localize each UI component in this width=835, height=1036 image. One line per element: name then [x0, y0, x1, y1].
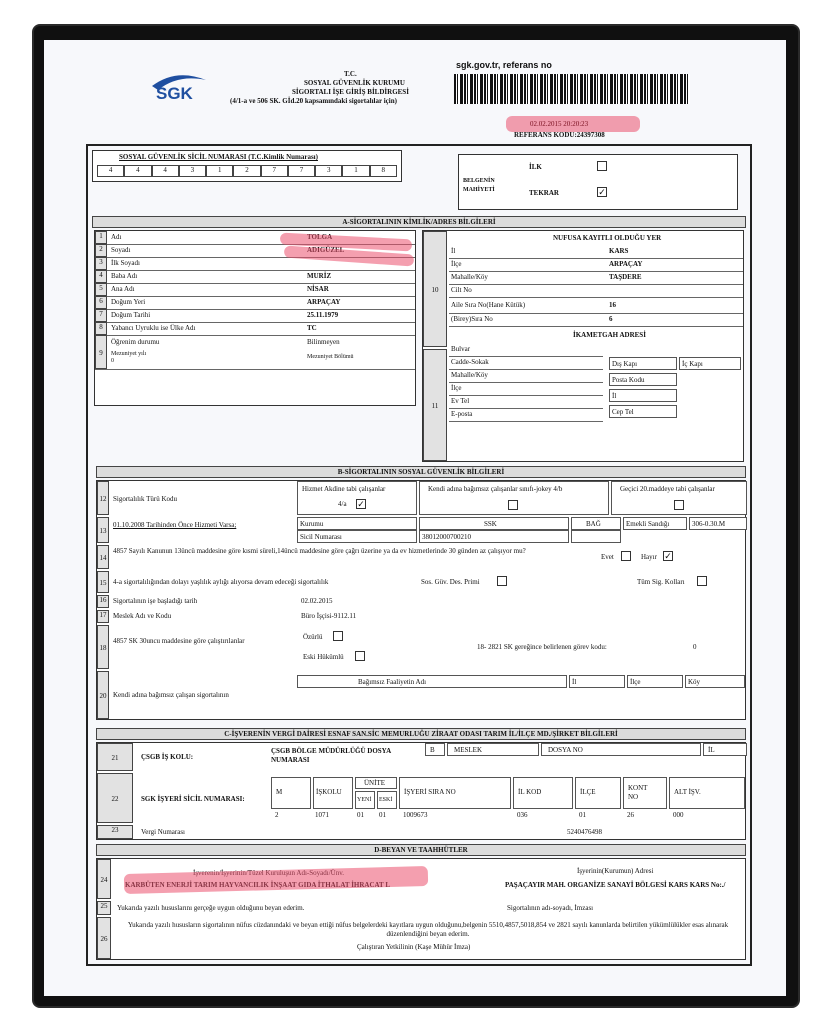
- sgk-logo: [148, 70, 208, 110]
- field-label: İlçe: [451, 260, 462, 268]
- field-value: 5240476498: [567, 828, 602, 836]
- field-label: Soyadı: [111, 246, 131, 254]
- row-number: 9: [95, 335, 107, 369]
- gecici-20-checkbox[interactable]: [674, 500, 684, 510]
- field-label: 4857 Sayılı Kanunun 13üncü maddesine göre kısmi süreli,14üncü maddesine göre çağrı üzerine ya da ev hizmetlerinde 30 günden az çalışıyor mu?: [113, 547, 526, 555]
- employer-address: PAŞAÇAYIR MAH. ORGANİZE SANAYİ BÖLGESİ KARS KARS No:./: [505, 881, 726, 889]
- field-label: ÜNİTE: [364, 779, 385, 787]
- nufus-title: NUFUSA KAYITLI OLDUĞU YER: [553, 234, 662, 242]
- field-value: 01: [357, 811, 364, 819]
- header-form-title: SİGORTALI İŞE GİRİŞ BİLDİRGESİ: [292, 88, 409, 96]
- row-number: 18: [97, 625, 109, 669]
- field-label: Köy: [688, 678, 701, 686]
- field-label: Mahalle/Köy: [451, 273, 488, 281]
- reference-code: REFERANS KODU:24397308: [514, 131, 605, 139]
- field-label: Cep Tel: [612, 408, 634, 416]
- field-label: Öğrenim durumu: [111, 338, 160, 346]
- sicil-digits: [97, 165, 397, 177]
- bagimsiz-checkbox[interactable]: [508, 500, 518, 510]
- belge-tekrar-checkbox[interactable]: ✓: [598, 187, 606, 197]
- field-label: Kurumu: [300, 520, 324, 528]
- field-label: Kendi adına bağımsız çalışan sigortalının: [113, 691, 229, 699]
- belge-ilk-label: İLK: [529, 163, 542, 171]
- field-label: Çalıştıran Yetkilinin (Kaşe Mühür İmza): [357, 943, 471, 951]
- field-value: Bilinmeyen: [307, 338, 340, 346]
- field-label: Tüm Sig. Kolları: [637, 578, 685, 586]
- field-label: Sigortalının adı-soyadı, İmzası: [507, 904, 594, 912]
- field-label: YENİ: [357, 797, 372, 803]
- field-value: TC: [307, 324, 317, 332]
- field-label: İlçe: [630, 678, 641, 686]
- field-label: 18- 2821 SK gereğince belirlenen görev kodu:: [477, 643, 607, 651]
- field-value: 26: [627, 811, 634, 819]
- field-label: Yabancı Uyruklu ise Ülke Adı: [111, 324, 196, 332]
- row-number: 1: [95, 231, 107, 244]
- header-institution: SOSYAL GÜVENLİK KURUMU: [304, 79, 405, 87]
- field-label: İlk Soyadı: [111, 259, 140, 267]
- field-value: 01: [579, 811, 586, 819]
- document-page: [44, 40, 786, 996]
- row-number: 12: [97, 481, 109, 515]
- field-label: Yukarıda yazılı hususlarını gerçeğe uygun olduğunu beyan ederim.: [117, 904, 305, 912]
- field-label: 4/a: [338, 500, 347, 508]
- section-c-title: C-İŞVERENİN VERGİ DAİRESİ ESNAF SAN.SİC MEMURLUĞU ZİRAAT ODASI TARIM İL/İLÇE MD./ŞİRKET BİLGİLERİ: [96, 728, 746, 740]
- row-number: 24: [97, 859, 111, 899]
- field-label: Mezuniyet Bölümü: [307, 354, 354, 360]
- field-label: KONT NO: [628, 784, 648, 801]
- sicil-digit: 8: [370, 165, 397, 177]
- row-number: 23: [97, 825, 133, 839]
- sicil-digit: 3: [315, 165, 342, 177]
- field-value: 000: [673, 811, 684, 819]
- belge-label: BELGENİN MAHİYETİ: [463, 178, 495, 193]
- field-value: 6: [609, 315, 613, 323]
- field-value: 1071: [315, 811, 329, 819]
- row-number: 4: [95, 270, 107, 283]
- field-label: ALT İŞV.: [674, 788, 701, 796]
- field-label: Sigortalılık Türü Kodu: [113, 495, 178, 503]
- row-number: 11: [423, 349, 447, 461]
- field-value: NİSAR: [307, 285, 329, 293]
- belge-mahiyeti-box: [458, 154, 738, 210]
- row-number: 10: [423, 231, 447, 347]
- field-label: MESLEK: [454, 746, 482, 754]
- field-value: 02.02.2015: [301, 597, 333, 605]
- field-label: Doğum Yeri: [111, 298, 146, 306]
- field-label: SSK: [484, 520, 497, 528]
- eski-hukumlu-checkbox[interactable]: [355, 651, 365, 661]
- field-label: Adı: [111, 233, 122, 241]
- field-label: İŞYERİ SIRA NO: [404, 788, 456, 796]
- field-value: 1009673: [403, 811, 428, 819]
- field-value: TAŞDERE: [609, 273, 642, 281]
- field-label: 01.10.2008 Tarihinden Önce Hizmeti Varsa;: [113, 521, 237, 529]
- field-value: 306-0.30.M: [692, 520, 726, 528]
- field-label: Ana Adı: [111, 285, 135, 293]
- field-label: ÇSGB İŞ KOLU:: [141, 753, 194, 761]
- field-label: Sos. Güv. Des. Primi: [421, 578, 480, 586]
- field-label: Eski Hükümlü: [303, 653, 344, 661]
- field-label: İŞKOLU: [316, 788, 342, 796]
- field-label: E-posta: [451, 410, 473, 418]
- field-label: Sigortalının işe başladığı tarih: [113, 597, 198, 605]
- row-number: 8: [95, 322, 107, 335]
- row-number: 26: [97, 917, 111, 959]
- header-tc: T.C.: [344, 70, 357, 78]
- row-number: 2: [95, 244, 107, 257]
- section-a-right: [422, 230, 744, 462]
- row-number: 3: [95, 257, 107, 270]
- sicil-digit: 1: [206, 165, 233, 177]
- field-label: Hayır: [641, 553, 657, 561]
- field-value: Büro İşçisi-9112.11: [301, 612, 357, 620]
- field-value: 0: [693, 643, 697, 651]
- ikamet-title: İKAMETGAH ADRESİ: [573, 331, 646, 339]
- field-label: Yukarıda yazılı hususların sigortalının nüfus cüzdanındaki ve beyan ettiği nüfus belgelerdeki kayıtlara uygun olduğunu,belgenin 5510,4857,5018,854 ve 2821 sayılı kanunlarda belirtilen yükümlülükler esas alınarak düzenlendiğini beyan ederim.: [127, 921, 729, 938]
- field-value: KARS: [609, 247, 629, 255]
- field-label: Bağımsız Faaliyetin Adı: [358, 678, 427, 686]
- field-label: İl: [451, 247, 456, 255]
- field-label: 4-a sigortalılığından dolayı yaşlılık aylığı alıyorsa devam edeceği sigortalılık: [113, 578, 329, 586]
- field-label: İL: [708, 746, 715, 754]
- field-label: B: [430, 746, 435, 754]
- row-number: 17: [97, 610, 109, 623]
- field-value: MURİZ: [307, 272, 332, 280]
- field-label: ÇSGB BÖLGE MÜDÜRLÜĞÜ DOSYA NUMARASI: [271, 747, 391, 764]
- sgk-logo-text: SGK: [156, 84, 193, 103]
- field-label: Doğum Tarihi: [111, 311, 151, 319]
- row-number: 6: [95, 296, 107, 309]
- row-number: 25: [97, 901, 111, 915]
- row-number: 22: [97, 773, 133, 823]
- field-label: Kendi adına bağımsız çalışanlar sınıfı-jokey 4/b: [428, 485, 563, 493]
- hayir-checkbox[interactable]: ✓: [664, 551, 672, 561]
- field-label: İL KOD: [518, 788, 542, 796]
- sicil-digit: 3: [179, 165, 206, 177]
- field-label: Mezuniyet yılı: [111, 351, 147, 357]
- field-label: Cadde-Sokak: [451, 358, 489, 366]
- field-label: Emekli Sandığı: [626, 520, 670, 528]
- field-value: 25.11.1979: [307, 311, 339, 319]
- field-label: Bulvar: [451, 345, 471, 353]
- field-label: Baba Adı: [111, 272, 138, 280]
- field-label: Mahalle/Köy: [451, 371, 488, 379]
- field-value: 01: [379, 811, 386, 819]
- field-label: (Birey)Sıra No: [451, 315, 493, 323]
- barcode: [454, 74, 690, 104]
- ozurlu-checkbox[interactable]: [333, 631, 343, 641]
- field-value: 036: [517, 811, 528, 819]
- sicil-box: [92, 150, 402, 182]
- sicil-digit: 2: [233, 165, 260, 177]
- section-a-title: A-SİGORTALININ KİMLİK/ADRES BİLGİLERİ: [92, 216, 746, 228]
- sicil-label: SOSYAL GÜVENLİK SİCİL NUMARASI (T.C.Kimlik Numarası): [119, 153, 318, 161]
- field-label: İLÇE: [580, 788, 596, 796]
- row-number: 14: [97, 545, 109, 569]
- field-label: İl: [572, 678, 577, 686]
- field-value: 2: [275, 811, 279, 819]
- field-label: M: [276, 788, 283, 796]
- field-label: Meslek Adı ve Kodu: [113, 612, 172, 620]
- field-value: ARPAÇAY: [609, 260, 643, 268]
- belge-ilk-checkbox[interactable]: [597, 161, 607, 171]
- field-label: ESKİ: [379, 797, 393, 803]
- field-label: Cilt No: [451, 286, 472, 294]
- sicil-digit: 4: [124, 165, 151, 177]
- field-label: İşyerinin(Kurumun) Adresi: [577, 867, 654, 875]
- field-label: Geçici 20.maddeye tabi çalışanlar: [620, 485, 715, 493]
- tum-sig-checkbox[interactable]: [697, 576, 707, 586]
- field-label: BAĞ: [586, 520, 601, 528]
- row-number: 16: [97, 595, 109, 608]
- section-b-body: [96, 480, 746, 720]
- section-d-title: D-BEYAN VE TAAHHÜTLER: [96, 844, 746, 856]
- field-label: Hizmet Akdine tabi çalışanlar: [302, 485, 386, 493]
- field-label: İlçe: [451, 384, 462, 392]
- row-number: 13: [97, 517, 109, 543]
- sicil-digit: 4: [97, 165, 124, 177]
- field-label: İç Kapı: [682, 360, 703, 368]
- section-c-body: [96, 742, 746, 840]
- row-number: 15: [97, 571, 109, 593]
- field-label: SGK İŞYERİ SİCİL NUMARASI:: [141, 795, 245, 803]
- header-form-subtitle: (4/1-a ve 506 SK. Gİd.20 kapsamındaki sigortalılar için): [230, 97, 397, 105]
- field-label: Sicil Numarası: [300, 533, 342, 541]
- field-label: Dış Kapı: [612, 360, 638, 368]
- sicil-digit: 7: [261, 165, 288, 177]
- row-number: 21: [97, 743, 133, 771]
- row-number: 7: [95, 309, 107, 322]
- field-value: ARPAÇAY: [307, 298, 341, 306]
- field-label: Vergi Numarası: [141, 828, 185, 836]
- hizmet-akdi-checkbox[interactable]: ✓: [357, 499, 365, 509]
- timestamp: 02.02.2015 20:20:23: [530, 120, 589, 128]
- field-value: 0: [111, 358, 114, 364]
- field-value: 38012000700210: [422, 533, 471, 541]
- field-label: Posta Kodu: [612, 376, 645, 384]
- sicil-digit: 4: [152, 165, 179, 177]
- reference-label: sgk.gov.tr, referans no: [456, 60, 552, 70]
- sicil-digit: 7: [288, 165, 315, 177]
- field-label: Özürlü: [303, 633, 323, 641]
- evet-checkbox[interactable]: [621, 551, 631, 561]
- row-number: 5: [95, 283, 107, 296]
- belge-tekrar-label: TEKRAR: [529, 189, 559, 197]
- row-number: 20: [97, 671, 109, 719]
- field-label: Evet: [601, 553, 614, 561]
- field-label: Aile Sıra No(Hane Kütük): [451, 301, 526, 309]
- sgdp-checkbox[interactable]: [497, 576, 507, 586]
- sicil-digit: 1: [342, 165, 369, 177]
- field-label: İl: [612, 392, 617, 400]
- field-label: 4857 SK 30uncu maddesine göre çalıştırılanlar: [113, 637, 245, 645]
- section-b-title: B-SİGORTALININ SOSYAL GÜVENLİK BİLGİLERİ: [96, 466, 746, 478]
- field-value: 16: [609, 301, 616, 309]
- field-label: DOSYA NO: [548, 746, 583, 754]
- field-label: Ev Tel: [451, 397, 470, 405]
